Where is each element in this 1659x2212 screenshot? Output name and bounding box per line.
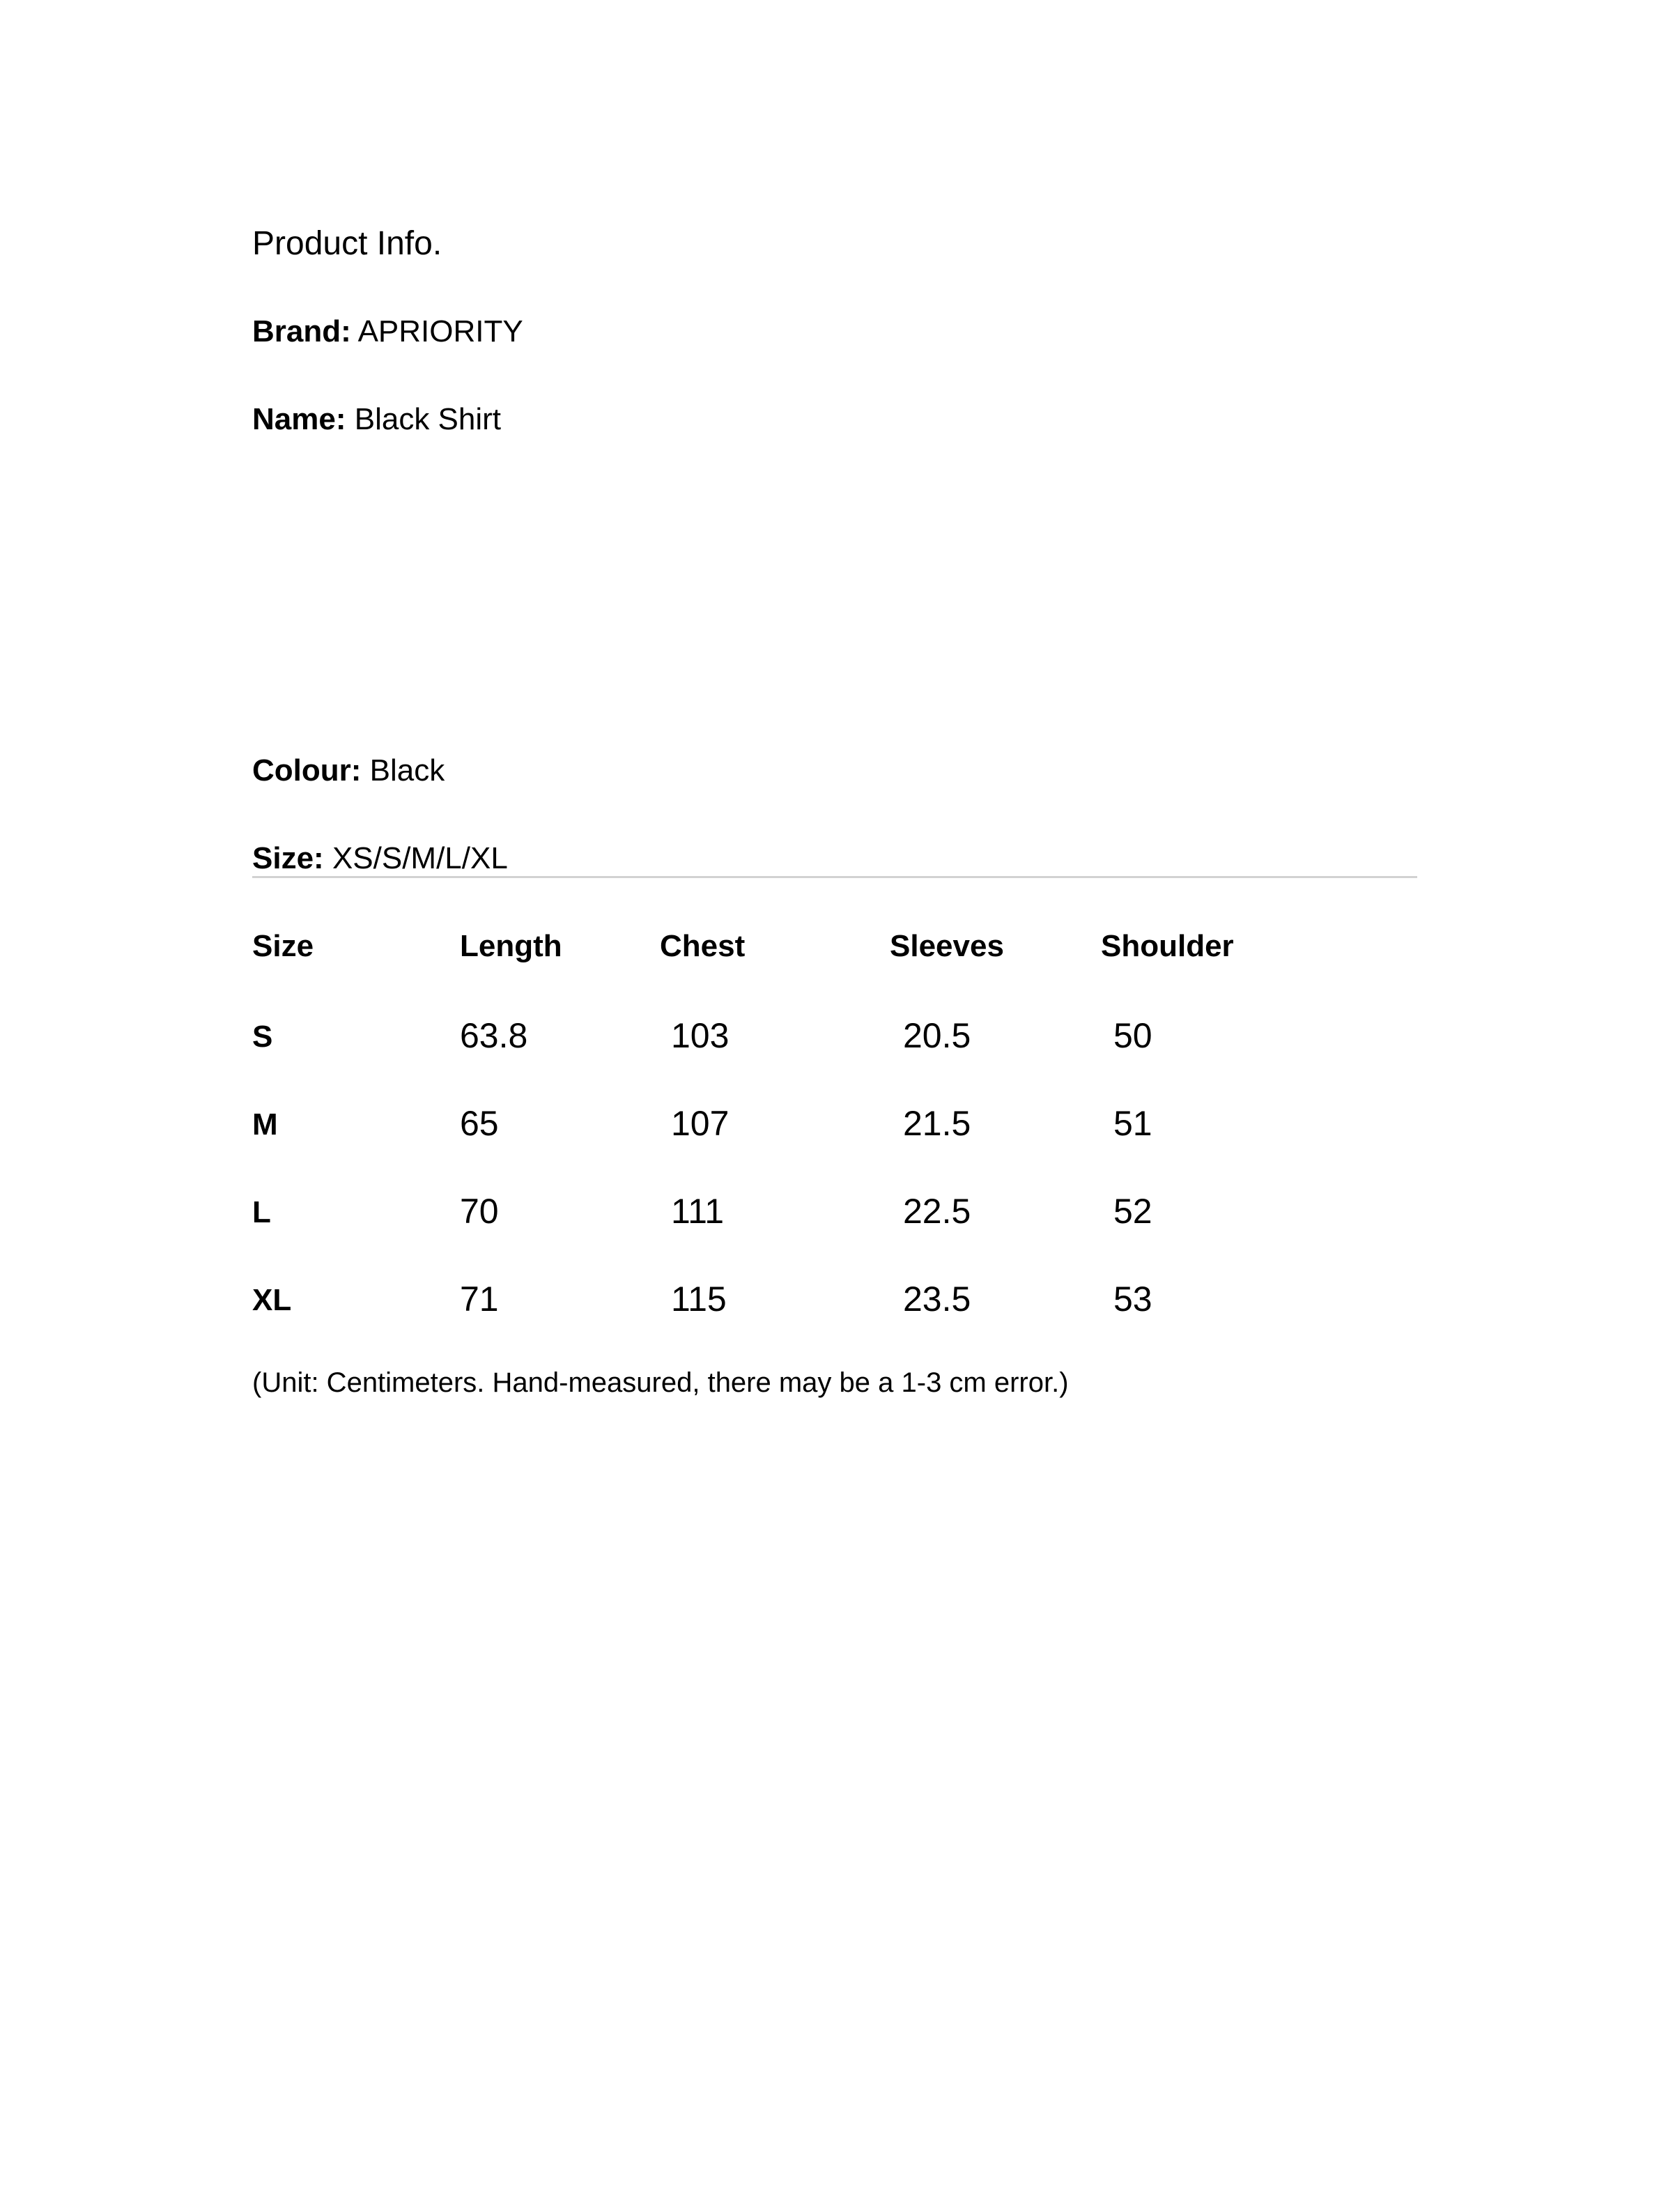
header-sleeves: Sleeves — [890, 929, 1004, 963]
row-s-chest: 103 — [671, 1016, 730, 1055]
row-xl-shoulder: 53 — [1113, 1280, 1152, 1319]
header-chest: Chest — [660, 929, 746, 963]
size-value: XS/S/M/L/XL — [332, 841, 508, 875]
colour-value: Black — [369, 753, 445, 788]
row-s-sleeves: 20.5 — [903, 1016, 971, 1055]
row-l-size: L — [252, 1195, 271, 1229]
name-value: Black Shirt — [354, 402, 502, 436]
row-l-sleeves: 22.5 — [903, 1192, 971, 1231]
header-size: Size — [252, 929, 314, 963]
colour-line — [252, 751, 445, 790]
row-l-shoulder: 52 — [1113, 1192, 1152, 1231]
header-shoulder: Shoulder — [1101, 929, 1234, 963]
row-xl-size: XL — [252, 1283, 292, 1317]
size-label: Size: — [252, 841, 324, 875]
divider — [252, 876, 1417, 878]
row-s-size: S — [252, 1020, 273, 1054]
row-m-chest: 107 — [671, 1104, 730, 1143]
row-xl-sleeves: 23.5 — [903, 1280, 971, 1319]
row-m-size: M — [252, 1107, 278, 1142]
row-l-length: 70 — [460, 1192, 499, 1231]
row-s-shoulder: 50 — [1113, 1016, 1152, 1055]
row-m-shoulder: 51 — [1113, 1104, 1152, 1143]
measurement-note: (Unit: Centimeters. Hand-measured, there may be a 1-3 cm error.) — [252, 1367, 1069, 1398]
row-m-sleeves: 21.5 — [903, 1104, 971, 1143]
row-xl-chest: 115 — [671, 1280, 727, 1319]
page-title: Product Info. — [252, 225, 442, 262]
brand-value: APRIORITY — [357, 314, 523, 348]
row-l-chest: 111 — [671, 1192, 725, 1231]
brand-line — [252, 312, 523, 351]
name-line — [252, 400, 501, 439]
name-label: Name: — [252, 402, 346, 436]
size-line — [252, 839, 508, 878]
row-xl-length: 71 — [460, 1280, 499, 1319]
row-m-length: 65 — [460, 1104, 499, 1143]
row-s-length: 63.8 — [460, 1016, 528, 1055]
header-length: Length — [460, 929, 562, 963]
brand-label: Brand: — [252, 314, 351, 348]
colour-label: Colour: — [252, 753, 362, 788]
